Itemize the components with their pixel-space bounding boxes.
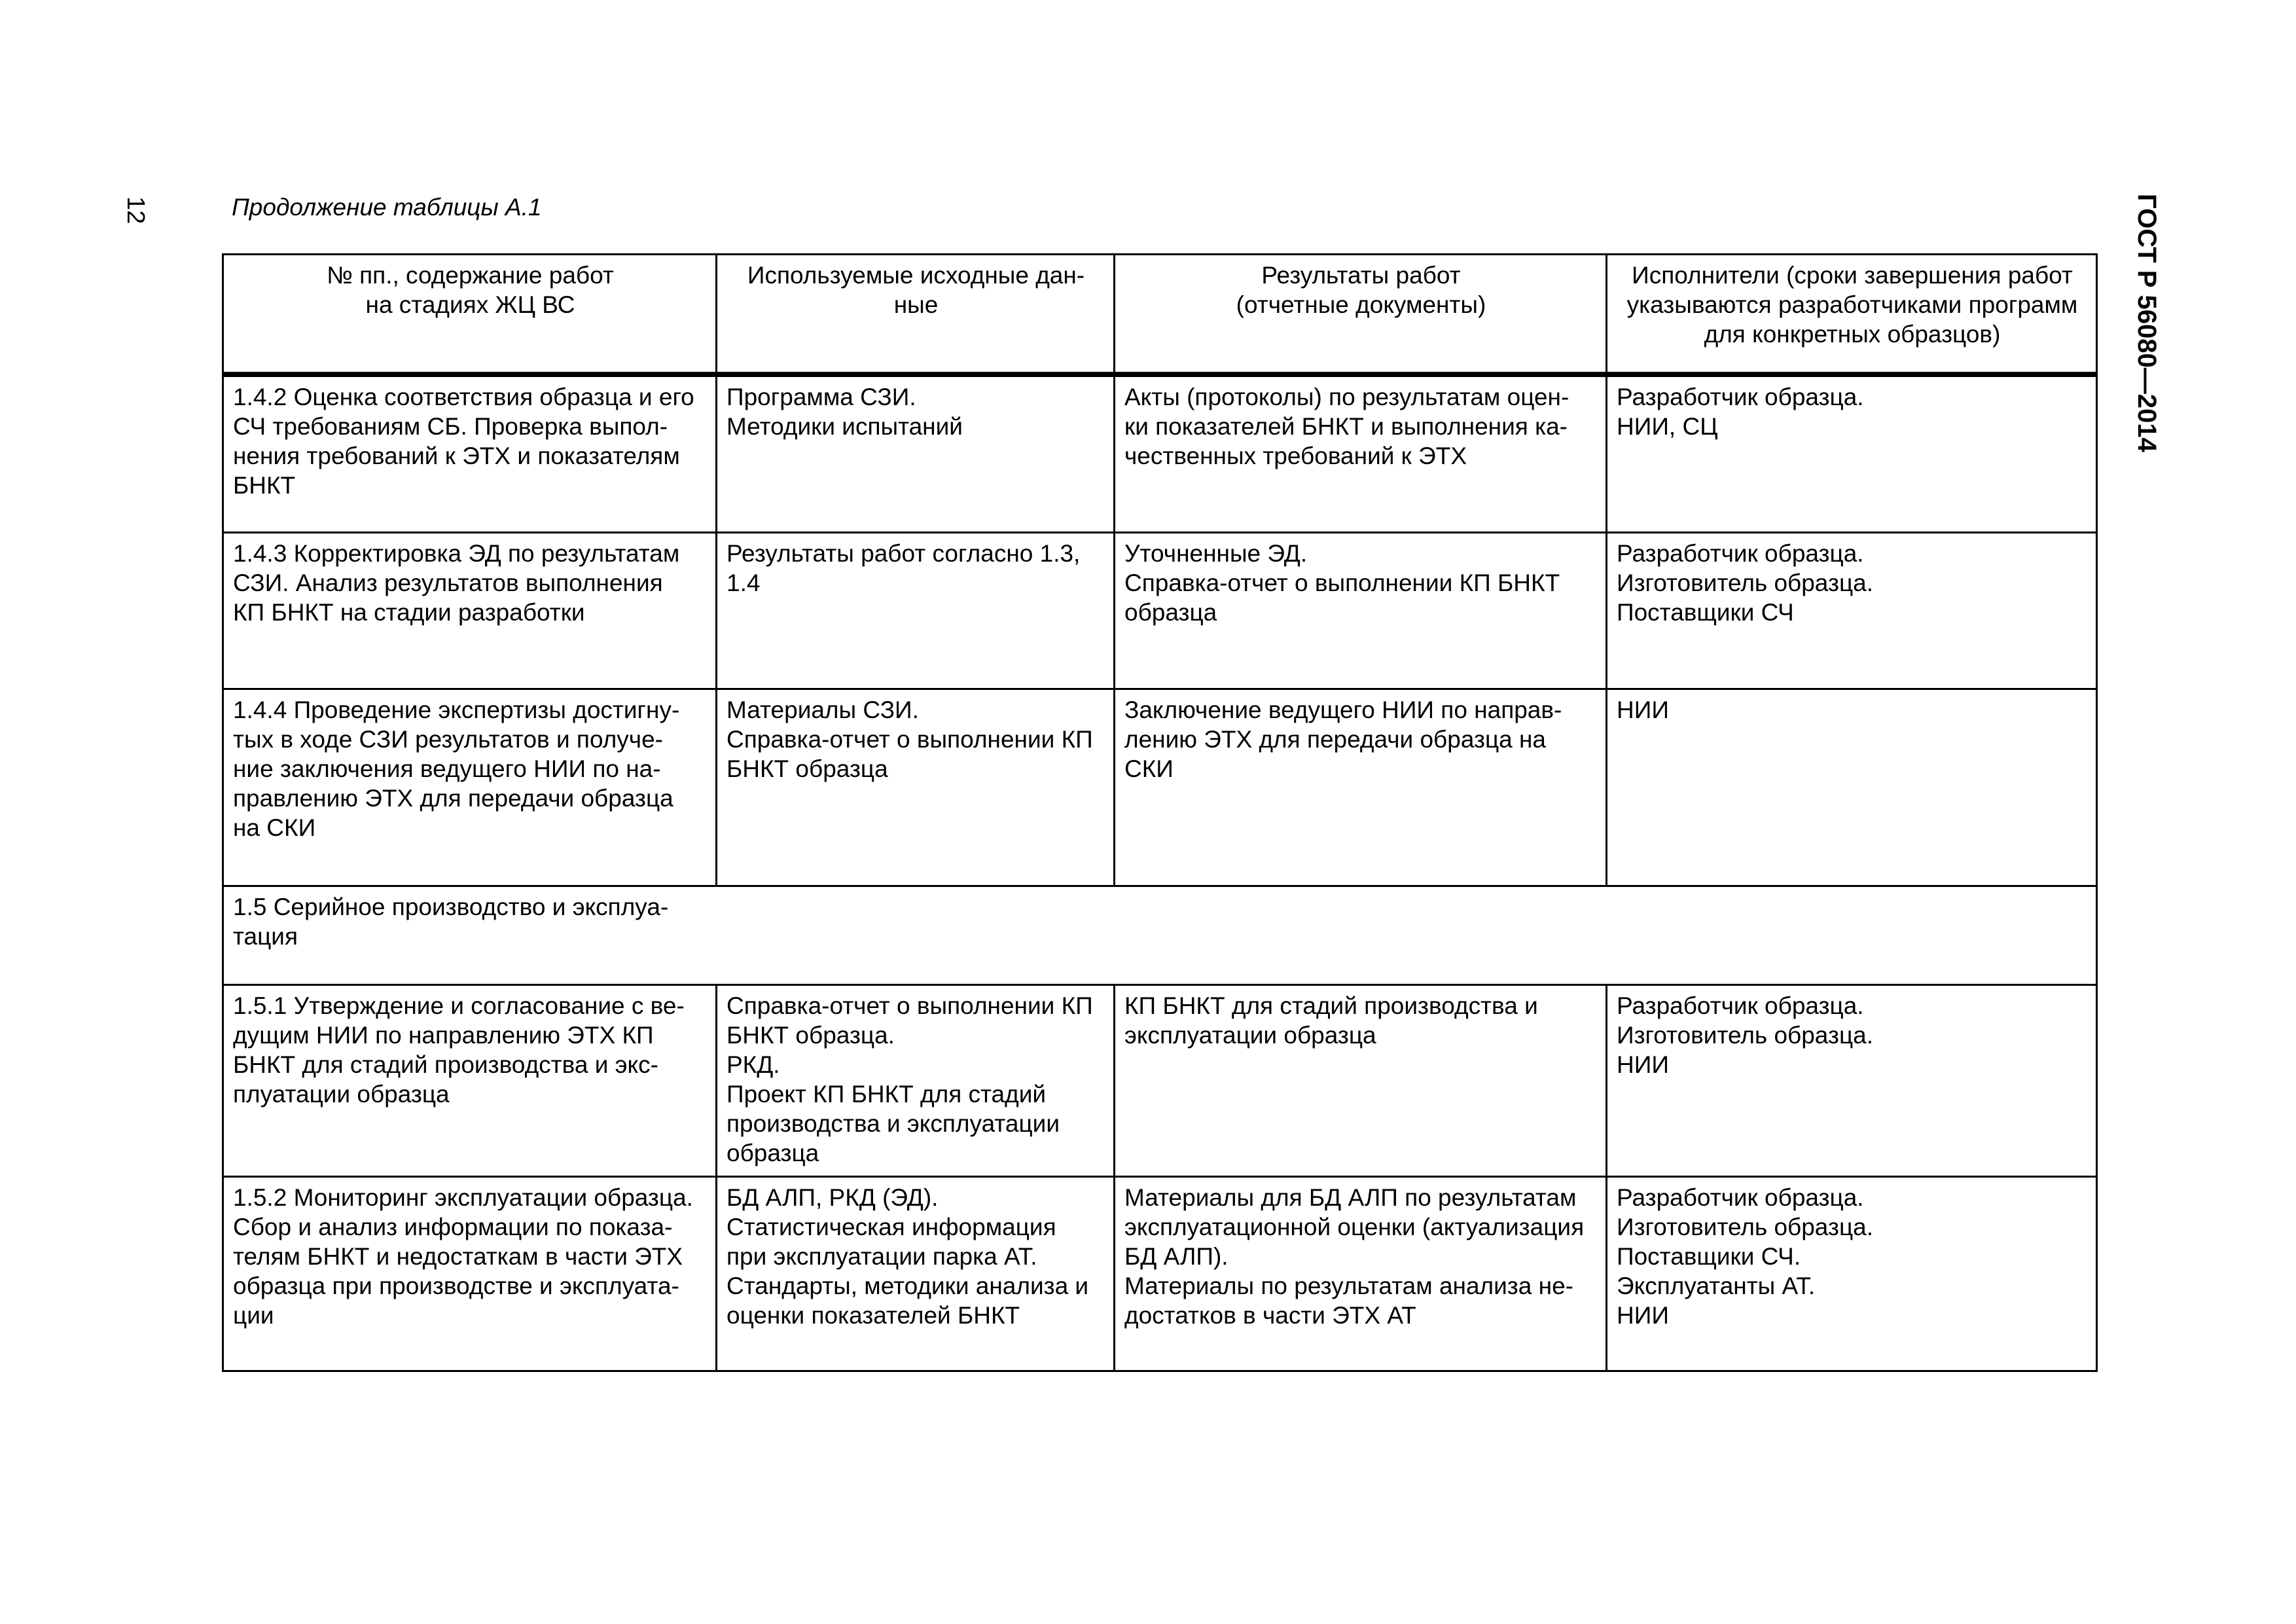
table-row <box>223 533 2097 689</box>
cell-work-results: Заключение ведущего НИИ по направ- лению ЭТХ для передачи образца на СКИ <box>1115 689 1607 886</box>
work-stages-table <box>222 253 2098 1372</box>
cell-input-data: Материалы СЗИ. Справка-отчет о выполнении КП БНКТ образца <box>717 689 1115 886</box>
cell-input-data: Программа СЗИ. Методики испытаний <box>717 374 1115 533</box>
cell-work-results: Уточненные ЭД. Справка-отчет о выполнении КП БНКТ образца <box>1115 533 1607 689</box>
header-input-data: Используемые исходные дан- ные <box>717 255 1115 375</box>
cell-work-content: 1.4.2 Оценка соответствия образца и его СЧ требованиям СБ. Проверка выпол- нения требований к ЭТХ и показателям БНКТ <box>223 374 717 533</box>
table-row <box>223 985 2097 1177</box>
cell-executors: НИИ <box>1607 689 2097 886</box>
section-heading-cell: 1.5 Серийное производство и эксплуа- тация <box>223 886 2097 985</box>
cell-executors: Разработчик образца. Изготовитель образца. Поставщики СЧ <box>1607 533 2097 689</box>
cell-executors: Разработчик образца. Изготовитель образца. НИИ <box>1607 985 2097 1177</box>
page-number: 12 <box>122 196 149 225</box>
table-header-row <box>223 255 2097 375</box>
cell-work-content: 1.5.2 Мониторинг эксплуатации образца. Сбор и анализ информации по показа- телям БНКТ и недостаткам в части ЭТХ образца при производстве и эксплуата- ции <box>223 1177 717 1371</box>
cell-work-content: 1.5.1 Утверждение и согласование с ве- дущим НИИ по направлению ЭТХ КП БНКТ для стадий производства и экс- плуатации образца <box>223 985 717 1177</box>
cell-executors: Разработчик образца. Изготовитель образца. Поставщики СЧ. Эксплуатанты АТ. НИИ <box>1607 1177 2097 1371</box>
table-row <box>223 374 2097 533</box>
standard-code: ГОСТ Р 56080—2014 <box>2132 194 2161 452</box>
table-continuation-caption: Продолжение таблицы А.1 <box>232 194 542 221</box>
table-row <box>223 1177 2097 1371</box>
cell-work-content: 1.4.4 Проведение экспертизы достигну- тых в ходе СЗИ результатов и получе- ние заключения ведущего НИИ по на- правлению ЭТХ для передачи образца на СКИ <box>223 689 717 886</box>
cell-work-results: Акты (протоколы) по результатам оцен- ки показателей БНКТ и выполнения ка- чественных требований к ЭТХ <box>1115 374 1607 533</box>
cell-input-data: БД АЛП, РКД (ЭД). Статистическая информация при эксплуатации парка АТ. Стандарты, методики анализа и оценки показателей БНКТ <box>717 1177 1115 1371</box>
header-work-results: Результаты работ (отчетные документы) <box>1115 255 1607 375</box>
cell-work-results: КП БНКТ для стадий производства и эксплуатации образца <box>1115 985 1607 1177</box>
cell-work-results: Материалы для БД АЛП по результатам эксплуатационной оценки (актуализация БД АЛП). Материалы по результатам анализа не- достатков в части ЭТХ АТ <box>1115 1177 1607 1371</box>
header-executors: Исполнители (сроки завершения работ указываются разработчиками программ для конкретных образцов) <box>1607 255 2097 375</box>
cell-input-data: Справка-отчет о выполнении КП БНКТ образца. РКД. Проект КП БНКТ для стадий производства и эксплуатации образца <box>717 985 1115 1177</box>
cell-input-data: Результаты работ согласно 1.3, 1.4 <box>717 533 1115 689</box>
header-work-content: № пп., содержание работ на стадиях ЖЦ ВС <box>223 255 717 375</box>
cell-work-content: 1.4.3 Корректировка ЭД по результатам СЗИ. Анализ результатов выполнения КП БНКТ на стадии разработки <box>223 533 717 689</box>
cell-executors: Разработчик образца. НИИ, СЦ <box>1607 374 2097 533</box>
section-row <box>223 886 2097 985</box>
table-row <box>223 689 2097 886</box>
